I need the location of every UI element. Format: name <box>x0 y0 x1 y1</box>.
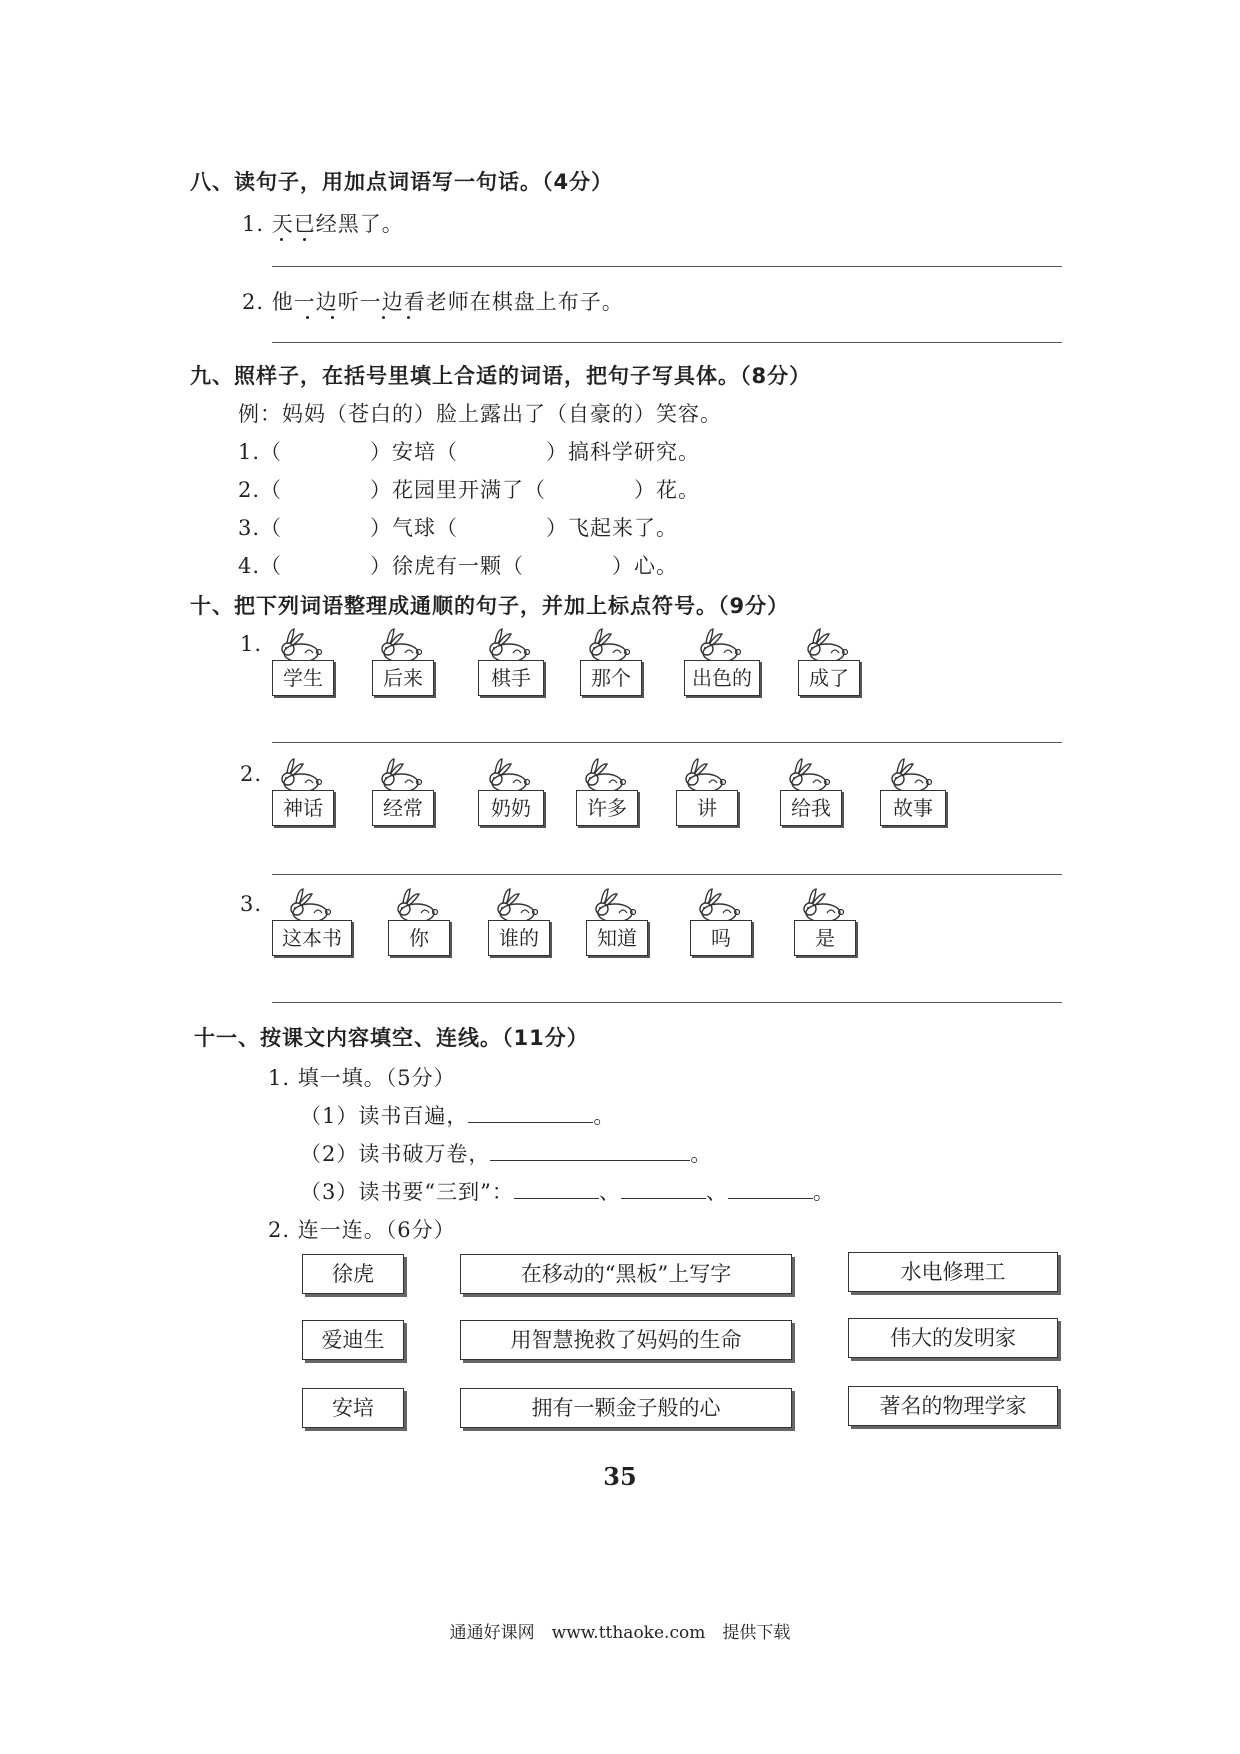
answer-line[interactable] <box>272 742 1062 743</box>
rabbit-icon <box>284 886 340 924</box>
sec9-item-4: 4.（ ）徐虎有一颗（ ）心。 <box>238 554 679 578</box>
match-right-1[interactable]: 水电修理工 <box>848 1252 1058 1292</box>
sec8-item-2: 2. 他一边听一边看老师在棋盘上布子。 <box>242 290 624 314</box>
word-card[interactable] <box>580 626 642 696</box>
fill-item-3-text: （3）读书要“三到”： <box>300 1180 514 1204</box>
word-card-label: 出色的 <box>684 660 760 696</box>
sec10-row-1-number: 1. <box>240 632 263 656</box>
fill-item-1: （1）读书百遍， 。 <box>300 1104 616 1128</box>
rabbit-icon <box>693 886 749 924</box>
fill-blank[interactable] <box>490 1142 690 1161</box>
emphasis-dot <box>331 316 334 319</box>
word-card-label: 谁的 <box>488 920 550 956</box>
sec9-item-2: 2.（ ）花园里开满了（ ）花。 <box>238 478 701 502</box>
section-11-title: 十一、按课文内容填空、连线。（11分） <box>194 1026 589 1050</box>
match-left-2[interactable]: 爱迪生 <box>302 1320 404 1360</box>
sec10-row-3-number: 3. <box>240 892 263 916</box>
word-card[interactable] <box>880 756 946 826</box>
word-card-label: 你 <box>388 920 450 956</box>
sec10-row-2-number: 2. <box>240 762 263 786</box>
word-card-label: 经常 <box>372 790 434 826</box>
word-card-label: 神话 <box>272 790 334 826</box>
match-left-1[interactable]: 徐虎 <box>302 1254 404 1294</box>
fill-blank[interactable] <box>514 1180 599 1199</box>
fill-item-2-text: （2）读书破万卷， <box>300 1142 491 1166</box>
word-card[interactable] <box>576 756 638 826</box>
match-middle-2[interactable]: 用智慧挽救了妈妈的生命 <box>460 1320 792 1360</box>
word-card[interactable] <box>388 886 450 956</box>
word-card[interactable] <box>794 886 856 956</box>
word-card[interactable] <box>372 626 434 696</box>
word-card-label: 吗 <box>690 920 752 956</box>
fill-blank[interactable] <box>621 1180 706 1199</box>
word-card-label: 知道 <box>586 920 648 956</box>
rabbit-icon <box>491 886 547 924</box>
rabbit-icon <box>885 756 941 794</box>
sec9-item-3: 3.（ ）气球（ ）飞起来了。 <box>238 516 679 540</box>
fill-blank[interactable] <box>468 1104 593 1123</box>
rabbit-icon <box>275 756 331 794</box>
answer-line[interactable] <box>272 342 1062 343</box>
word-card-label: 许多 <box>576 790 638 826</box>
fill-item-3: （3）读书要“三到”： 、 、 。 <box>300 1180 835 1204</box>
word-card[interactable] <box>690 886 752 956</box>
word-card[interactable] <box>372 756 434 826</box>
emphasis-dot <box>306 316 309 319</box>
word-card[interactable] <box>676 756 738 826</box>
match-left-3[interactable]: 安培 <box>302 1388 404 1428</box>
word-card-label: 学生 <box>272 660 334 696</box>
answer-line[interactable] <box>272 1002 1062 1003</box>
rabbit-icon <box>375 756 431 794</box>
word-card[interactable] <box>798 626 860 696</box>
emphasis-dot <box>280 238 283 241</box>
word-card[interactable] <box>478 756 544 826</box>
match-right-2[interactable]: 伟大的发明家 <box>848 1318 1058 1358</box>
answer-line[interactable] <box>272 874 1062 875</box>
match-middle-1[interactable]: 在移动的“黑板”上写字 <box>460 1254 792 1294</box>
rabbit-icon <box>801 626 857 664</box>
rabbit-icon <box>783 756 839 794</box>
rabbit-icon <box>483 756 539 794</box>
sec9-item-1: 1.（ ）安培（ ）搞科学研究。 <box>238 440 701 464</box>
word-card-label: 这本书 <box>272 920 352 956</box>
rabbit-icon <box>589 886 645 924</box>
rabbit-icon <box>679 756 735 794</box>
word-card-label: 那个 <box>580 660 642 696</box>
rabbit-icon <box>797 886 853 924</box>
fill-blank[interactable] <box>728 1180 813 1199</box>
word-card[interactable] <box>586 886 648 956</box>
sec9-example: 例：妈妈（苍白的）脸上露出了（自豪的）笑容。 <box>238 402 722 426</box>
fill-item-1-text: （1）读书百遍， <box>300 1104 469 1128</box>
word-card[interactable] <box>272 886 352 956</box>
word-card[interactable] <box>780 756 842 826</box>
rabbit-icon <box>583 626 639 664</box>
rabbit-icon <box>483 626 539 664</box>
word-card[interactable] <box>684 626 760 696</box>
rabbit-icon <box>275 626 331 664</box>
word-card-label: 后来 <box>372 660 434 696</box>
page-number: 35 <box>603 1462 637 1491</box>
word-card-label: 棋手 <box>478 660 544 696</box>
word-card-label: 故事 <box>880 790 946 826</box>
footer-text: 通通好课网 www.tthaoke.com 提供下载 <box>449 1623 791 1643</box>
rabbit-icon <box>579 756 635 794</box>
emphasis-dot <box>407 316 410 319</box>
fill-title: 1. 填一填。（5分） <box>268 1066 456 1090</box>
word-card-label: 给我 <box>780 790 842 826</box>
rabbit-icon <box>694 626 750 664</box>
word-card-label: 讲 <box>676 790 738 826</box>
rabbit-icon <box>375 626 431 664</box>
word-card[interactable] <box>272 626 334 696</box>
rabbit-icon <box>391 886 447 924</box>
section-9-title: 九、照样子，在括号里填上合适的词语，把句子写具体。（8分） <box>190 364 812 388</box>
fill-item-2: （2）读书破万卷， 。 <box>300 1142 713 1166</box>
word-card[interactable] <box>272 756 334 826</box>
word-card[interactable] <box>478 626 544 696</box>
word-card[interactable] <box>488 886 550 956</box>
section-8-title: 八、读句子，用加点词语写一句话。（4分） <box>190 170 614 194</box>
word-card-label: 奶奶 <box>478 790 544 826</box>
emphasis-dot <box>382 316 385 319</box>
section-10-title: 十、把下列词语整理成通顺的句子，并加上标点符号。（9分） <box>190 594 790 618</box>
match-title: 2. 连一连。（6分） <box>268 1218 456 1242</box>
word-card-label: 成了 <box>798 660 860 696</box>
word-card-label: 是 <box>794 920 856 956</box>
answer-line[interactable] <box>272 266 1062 267</box>
emphasis-dot <box>303 238 306 241</box>
match-right-3[interactable]: 著名的物理学家 <box>848 1386 1058 1426</box>
match-middle-3[interactable]: 拥有一颗金子般的心 <box>460 1388 792 1428</box>
sec8-item-1: 1. 天已经黑了。 <box>242 212 404 236</box>
